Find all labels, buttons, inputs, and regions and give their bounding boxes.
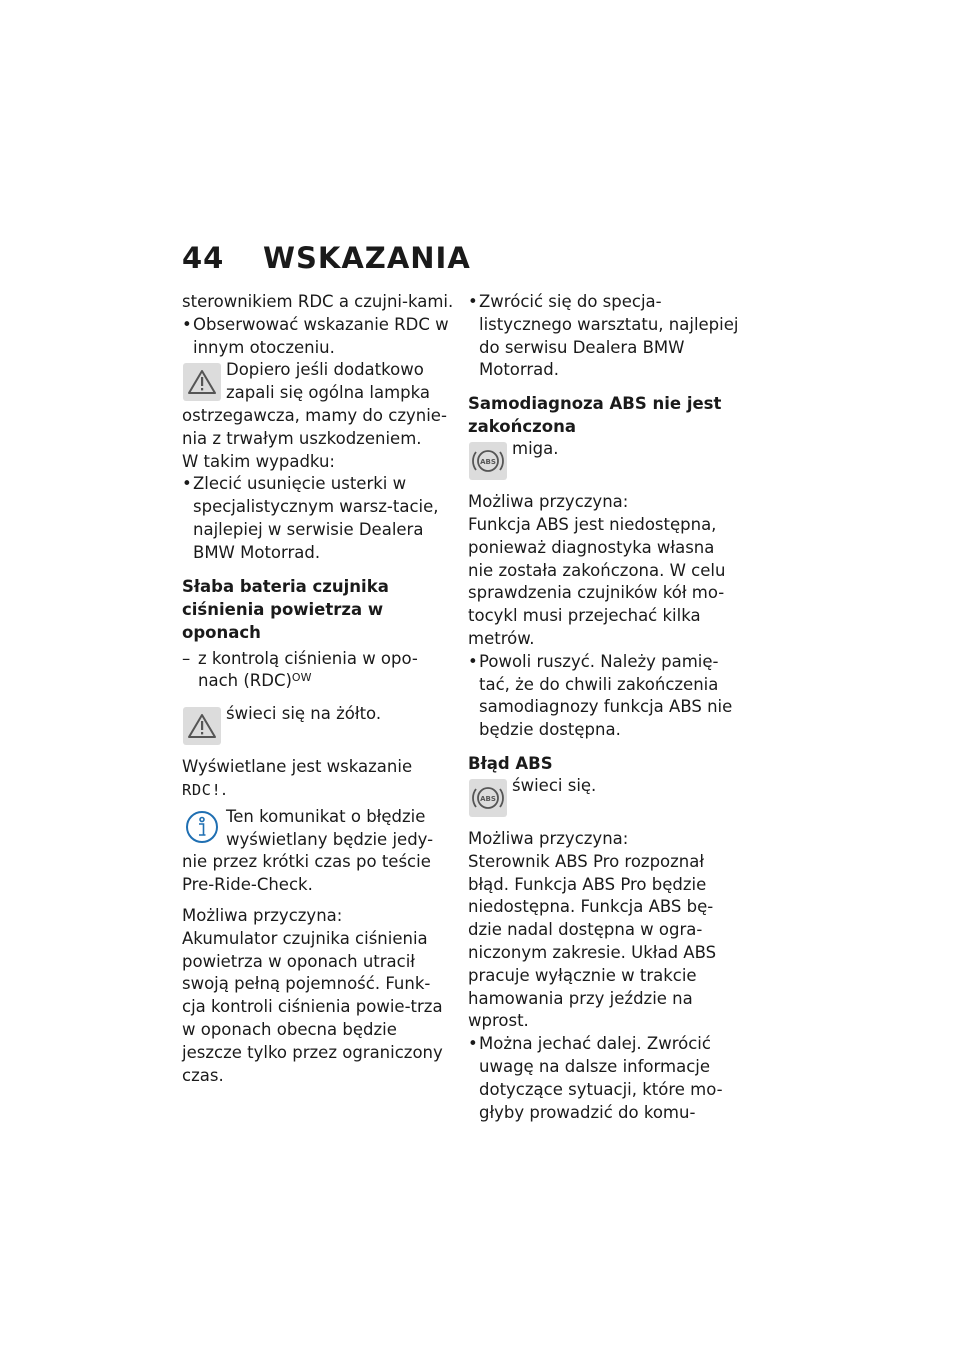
abs-lamp-label: ABS (480, 794, 496, 803)
bullet-item (468, 1033, 740, 1124)
bullet-text: Można jechać dalej. Zwrócić uwagę na dalsze informacje dotyczące sytuacji, które mo-głyby prowadzić do komu- (479, 1034, 723, 1122)
warning-lamp-icon (182, 362, 222, 402)
bullet-text: Zlecić usunięcie usterki w specjalistycznym warsz-tacie, najlepiej w serwisie Dealera BMW Motorrad. (193, 474, 439, 562)
bullet-item (182, 314, 454, 360)
lamp-text: miga. (512, 439, 559, 459)
abs-lamp-icon (468, 441, 508, 481)
bullet-mark: • (182, 314, 192, 334)
warning-note (182, 359, 454, 450)
condition-text: z kontrolą ciśnienia w opo-nach (RDC) (198, 648, 418, 691)
bullet-mark: • (468, 292, 478, 311)
cause-text: Funkcja ABS jest niedostępna, ponieważ diagnostyka własna nie została zakończona. W celu sprawdzenia czujników kół mo-tocykl musi przejechać kilka metrów. (468, 514, 726, 648)
cause-label: Możliwa przyczyna: (468, 828, 629, 848)
section-heading: Samodiagnoza ABS nie jest zakończona (468, 394, 722, 437)
cause-label: Możliwa przyczyna: (468, 492, 629, 512)
section-heading: Błąd ABS (468, 753, 553, 773)
option-code: OW (291, 671, 312, 685)
bullet-mark: • (468, 651, 478, 671)
bullet-item (468, 651, 740, 742)
bullet-mark: • (182, 474, 192, 494)
paragraph: W takim wypadku: (182, 451, 335, 471)
lamp-text: świeci się. (512, 775, 597, 795)
bullet-item (468, 291, 740, 382)
condition-item (182, 648, 454, 694)
info-text: Ten komunikat o błędzie wyświetlany będzie jedy-nie przez krótki czas po teście Pre-Ride-Check. (182, 806, 434, 895)
lamp-text: świeci się na żółto. (226, 704, 382, 724)
abs-lamp-label: ABS (480, 458, 496, 467)
bullet-item (182, 473, 454, 564)
display-code-line (182, 779, 454, 802)
display-line: Wyświetlane jest wskazanie (182, 757, 413, 777)
info-icon (182, 809, 222, 845)
abs-lamp-note (468, 775, 740, 820)
section-title: WSKAZANIA (263, 241, 471, 275)
warning-text: Dopiero jeśli dodatkowo zapali się ogólna lampka ostrzegawcza, mamy do czynie-nia z trwałym uszkodzeniem. (182, 360, 447, 448)
bullet-text: Obserwować wskazanie RDC w innym otoczeniu. (193, 314, 449, 357)
bullet-text: Powoli ruszyć. Należy pamię-tać, że do chwili zakończenia samodiagnozy funkcja ABS nie będzie dostępna. (479, 651, 733, 740)
section-heading: Słaba bateria czujnika ciśnienia powietrza w oponach (182, 576, 389, 642)
cause-label: Możliwa przyczyna: (182, 905, 343, 925)
abs-lamp-note (468, 438, 740, 483)
info-note (182, 806, 454, 897)
display-end: . (221, 779, 227, 799)
bullet-mark: • (468, 1034, 478, 1054)
abs-lamp-icon (468, 778, 508, 818)
paragraph: sterownikiem RDC a czujni-kami. (182, 292, 454, 311)
dash-mark: – (182, 648, 191, 668)
right-column (468, 291, 740, 1124)
warning-lamp-icon (182, 706, 222, 746)
cause-text: Akumulator czujnika ciśnienia powietrza w oponach utracił swoją pełną pojemność. Funk-cja kontroli ciśnienia powie-trza w oponach obecna będzie jeszcze tylko przez ograniczony czas. (182, 928, 443, 1085)
lamp-note (182, 703, 454, 748)
cause-text: Sterownik ABS Pro rozpoznał błąd. Funkcja ABS Pro będzie niedostępna. Funkcja ABS bę-dzie nadal dostępna w ogra-niczonym zakresie. Układ ABS pracuje wyłącznie w trakcie hamowania przy jeździe na wprost. (468, 851, 717, 1031)
bullet-text: Zwrócić się do specja-listycznego warsztatu, najlepiej do serwisu Dealera BMW Motorrad. (479, 292, 739, 380)
display-code: RDC! (182, 780, 222, 799)
page-number: 44 (182, 241, 225, 275)
left-column (182, 291, 454, 1087)
